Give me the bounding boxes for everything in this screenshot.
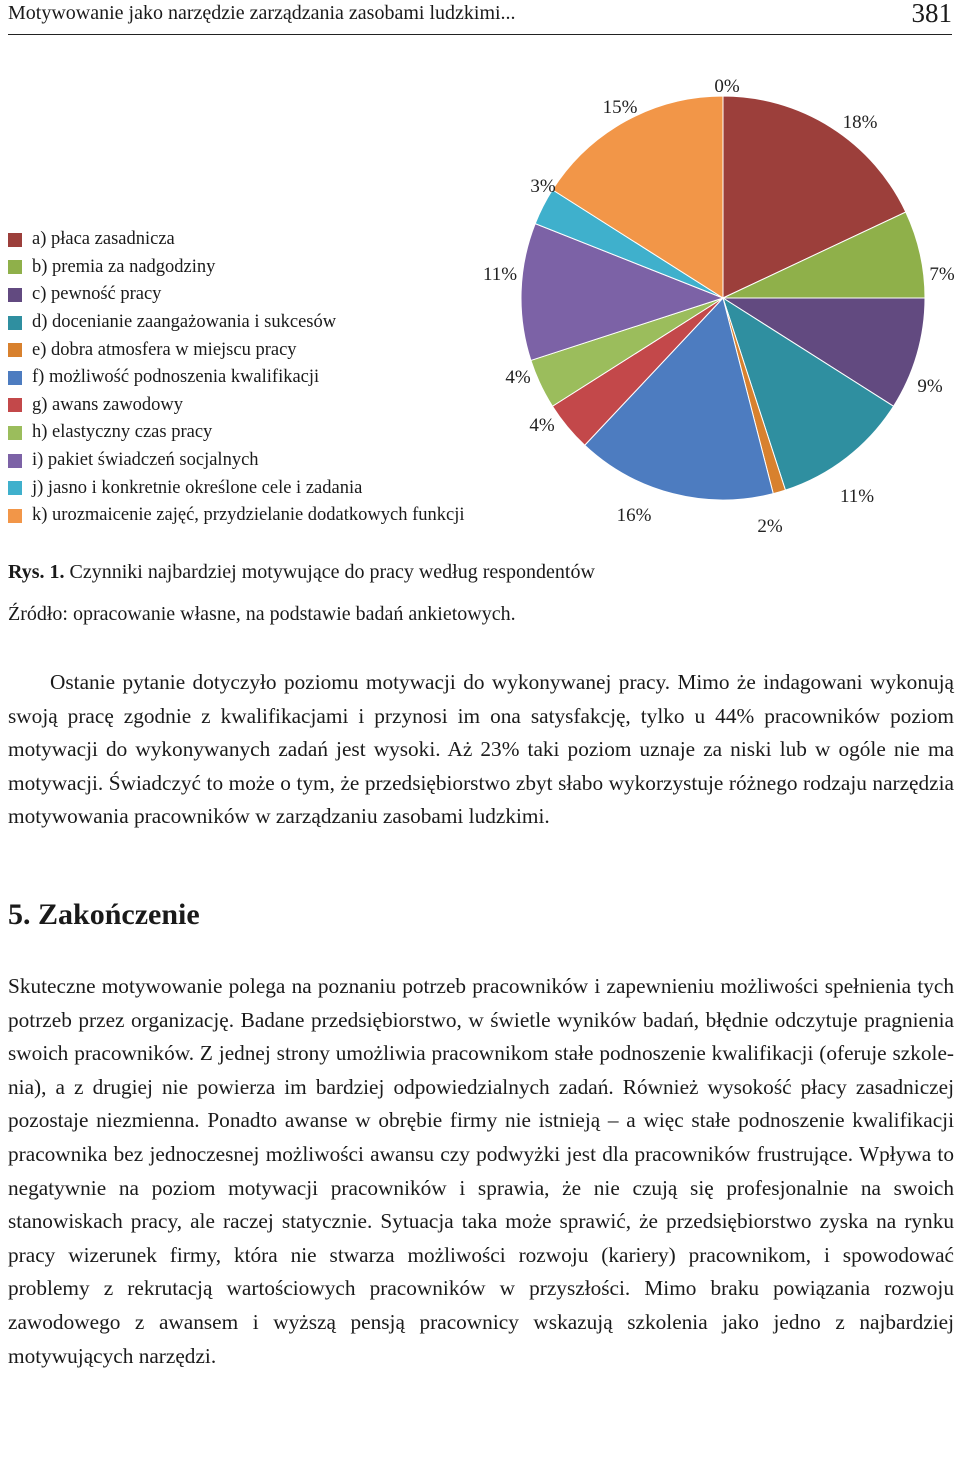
pie-label-c: 9% (917, 376, 943, 397)
legend-label: b) premia za nadgodziny (32, 256, 216, 277)
legend-label: k) urozmaicenie zajęć, przydzielanie dodatkowych funkcji (32, 505, 465, 526)
pie-label-d: 11% (839, 486, 875, 507)
pie-label-a: 18% (842, 112, 878, 133)
legend-label: c) pewność pracy (32, 284, 162, 305)
figure-caption (8, 561, 595, 584)
legend-label: e) dobra atmosfera w miejscu pracy (32, 339, 297, 360)
legend-label: a) płaca zasadnicza (32, 229, 175, 250)
legend-label: i) pakiet świadczeń socjalnych (32, 450, 259, 471)
pie-label-f: 16% (616, 505, 652, 526)
pie-chart (0, 40, 960, 550)
body-paragraph: Ostanie pytanie dotyczyło poziomu motywacji do wykonywanej pracy. Mimo że indagowani wykonują swoją pracę zgodnie z kwalifikacjami i przynosi im ona satysfakcję, tylko u 44% pracowników poziom motywacji do wykonywanych zadań jest wysoki. Aż 23% taki poziom uznaje za niski lub w ogóle nie ma motywacji. Świadczyć to może o tym, że przedsiębiorstwo zbyt słabo wykorzystuje różnego rodzaju narzędzia motywowania pracowników w zarządzaniu zasobami ludzkimi. (8, 670, 954, 829)
pie-label-h: 4% (529, 415, 555, 436)
pie-label-i: 11% (482, 264, 518, 285)
pie-label-b: 7% (929, 264, 955, 285)
figure-source: Źródło: opracowanie własne, na podstawie badań ankietowych. (8, 603, 516, 625)
legend-label: g) awans zawodowy (32, 394, 184, 415)
pie-label-g: 4% (505, 367, 531, 388)
figure-caption-text: Czynniki najbardziej motywujące do pracy według respondentów (69, 561, 595, 583)
legend-label: f) możliwość podnoszenia kwalifikacji (32, 367, 320, 388)
section-heading: 5. Zakończenie (8, 898, 200, 931)
pie-label-e: 2% (757, 516, 783, 537)
running-header (8, 0, 952, 35)
figure-number: Rys. 1. (8, 561, 65, 583)
body-paragraph: Skuteczne motywowanie polega na poznaniu potrzeb pracowników i zapewnieniu możliwości spełnienia tych potrzeb przez organizację. Badane przedsiębiorstwo, w świetle wyników badań, błędnie odczytuje pragnienia swoich pracowników. Z jednej strony umożliwia pracownikom stałe podnoszenie kwalifikacji (oferuje szkolenia), a z drugiej nie powierza im bardziej odpowiedzialnych zadań. Również wysokość płacy zasadniczej pozostaje niezmienna. Ponadto awanse w obrębie firmy nie istnieją – a więc stałe podnoszenie kwalifikacji pracownika bez jednoczesnej możliwości awansu czy podwyżki jest dla pracowników frustrujące. Wpływa to negatywnie na poziom motywacji pracowników i sprawia, że nie czują się profesjonalnie na swoich stanowiskach pracy, ale raczej statycznie. Sytuacja taka może sprawić, że przedsiębiorstwo zyska na rynku pracy wizerunek firmy, która nie stwarza możliwości rozwoju (kariery) pracownikom, i spowodować problemy z rekrutacją wartościowych pracowników w przyszłości. Mimo braku powiązania rozwoju zawodowego z awansem i wyższą pensją pracownicy wskazują szkolenia jako jedno z najbardziej motywujących narzędzi. (8, 974, 954, 1368)
legend-label: j) jasno i konkretnie określone cele i zadania (32, 477, 363, 498)
pie-label-j: 3% (530, 176, 556, 197)
pie-label-zero: 0% (714, 76, 740, 97)
running-title: Motywowanie jako narzędzie zarządzania zasobami ludzkimi... (8, 2, 516, 24)
page-number: 381 (911, 0, 952, 28)
pie-label-k: 15% (602, 97, 638, 118)
legend-label: h) elastyczny czas pracy (32, 422, 213, 443)
legend-label: d) docenianie zaangażowania i sukcesów (32, 312, 337, 333)
